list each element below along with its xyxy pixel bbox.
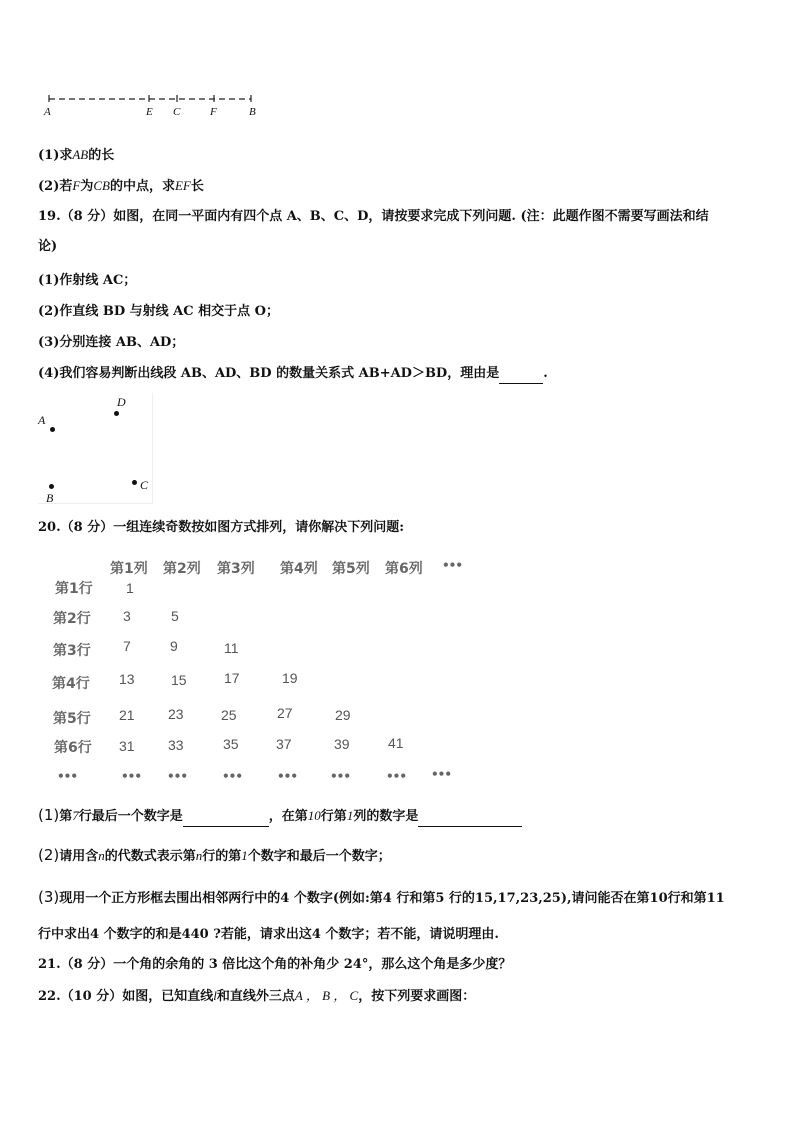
grid-value: 11 <box>224 640 239 656</box>
grid-value: 39 <box>334 736 350 752</box>
segment-label-c: C <box>173 106 181 118</box>
grid-value: 37 <box>276 736 292 752</box>
col-header: 第4列 <box>280 561 318 577</box>
grid-value: 31 <box>119 738 135 754</box>
q20-answer-blank-2[interactable] <box>418 808 522 827</box>
row-ellipsis: ••• <box>57 769 78 783</box>
q19-part4: (4)我们容易判断出线段 AB、AD、BD 的数量关系式 AB+AD＞BD，理由是 . <box>38 365 548 384</box>
row-ellipsis: ••• <box>121 769 142 783</box>
q20-answer-blank-1[interactable] <box>183 808 269 827</box>
point-label-a: A <box>38 413 46 427</box>
grid-value: 21 <box>119 707 135 723</box>
point-b <box>49 484 54 489</box>
q22-text: 22.（10 分）如图，已知直线l和直线外三点A ， B ， C，按下列要求画图： <box>38 988 476 1004</box>
grid-value: 9 <box>170 638 178 654</box>
col-header: 第2列 <box>163 561 201 577</box>
q20-subq1: (1)第7行最后一个数字是 ，在第10行第1列的数字是 <box>38 806 522 827</box>
q20-subq2: (2)请用含n的代数式表示第n行的第1个数字和最后一个数字； <box>38 846 391 864</box>
grid-value: 13 <box>119 671 135 687</box>
q19-part1: (1)作射线 AC； <box>38 273 137 288</box>
grid-value: 33 <box>168 737 184 753</box>
grid-value: 5 <box>171 608 179 624</box>
points-figure <box>38 393 153 504</box>
grid-value: 35 <box>223 736 239 752</box>
q18-part2: (2)若F为CB的中点，求EF长 <box>38 178 204 194</box>
q20-subq3-line2: 行中求出4 个数字的和是440 ?若能，请求出这4 个数字；若不能，请说明理由. <box>38 927 499 942</box>
q19-part2: (2)作直线 BD 与射线 AC 相交于点 O； <box>38 304 279 319</box>
grid-value: 3 <box>123 608 131 624</box>
point-label-b: B <box>46 491 54 505</box>
q20-subq3-line1: (3)现用一个正方形框去围出相邻两行中的4 个数字(例如:第4 行和第5 行的15,17,23,25),请问能否在第10行和第11 <box>38 888 725 906</box>
row-ellipsis: ••• <box>386 769 407 783</box>
row-header: 第2行 <box>53 611 91 627</box>
grid-value: 25 <box>221 707 237 723</box>
col-header: 第1列 <box>110 561 148 577</box>
grid-value: 19 <box>282 670 298 686</box>
q20-intro: 20.（8 分）一组连续奇数按如图方式排列，请你解决下列问题: <box>38 520 404 535</box>
q18-part1: (1)求AB的长 <box>38 147 115 163</box>
q19-intro-line1: 19.（8 分）如图，在同一平面内有四个点 A、B、C、D，请按要求完成下列问题. (注：此题作图不需要写画法和结 <box>38 209 709 224</box>
col-header: 第5列 <box>332 561 370 577</box>
point-c <box>132 480 137 485</box>
row-ellipsis: ••• <box>277 769 298 783</box>
grid-value: 23 <box>168 706 184 722</box>
point-label-c: C <box>140 478 149 492</box>
grid-value: 15 <box>171 672 187 688</box>
row-ellipsis: ••• <box>431 767 452 781</box>
grid-value: 1 <box>126 580 134 596</box>
segment-label-e: E <box>146 106 153 118</box>
q19-intro-line2: 论) <box>38 239 58 254</box>
grid-value: 41 <box>388 735 404 751</box>
row-header: 第3行 <box>53 643 91 659</box>
grid-value: 27 <box>277 705 293 721</box>
point-a <box>50 427 55 432</box>
row-ellipsis: ••• <box>167 769 188 783</box>
row-header: 第4行 <box>52 676 90 692</box>
grid-value: 29 <box>335 707 351 723</box>
q19-answer-blank[interactable] <box>499 365 543 384</box>
point-d <box>114 411 119 416</box>
q19-part3: (3)分别连接 AB、AD； <box>38 335 185 350</box>
point-label-d: D <box>117 395 126 409</box>
row-header: 第6行 <box>54 740 92 756</box>
segment-figure <box>44 92 264 108</box>
row-header: 第1行 <box>55 581 93 597</box>
segment-label-b: B <box>249 106 256 118</box>
q21-text: 21.（8 分）一个角的余角的 3 倍比这个角的补角少 24°，那么这个角是多少度？ <box>38 957 512 972</box>
grid-value: 7 <box>123 638 131 654</box>
segment-label-a: A <box>44 106 51 118</box>
col-ellipsis: ••• <box>442 558 463 572</box>
row-ellipsis: ••• <box>330 769 351 783</box>
segment-label-f: F <box>210 106 217 118</box>
col-header: 第3列 <box>217 561 255 577</box>
grid-value: 17 <box>224 670 240 686</box>
col-header: 第6列 <box>385 561 423 577</box>
row-ellipsis: ••• <box>222 769 243 783</box>
row-header: 第5行 <box>53 711 91 727</box>
